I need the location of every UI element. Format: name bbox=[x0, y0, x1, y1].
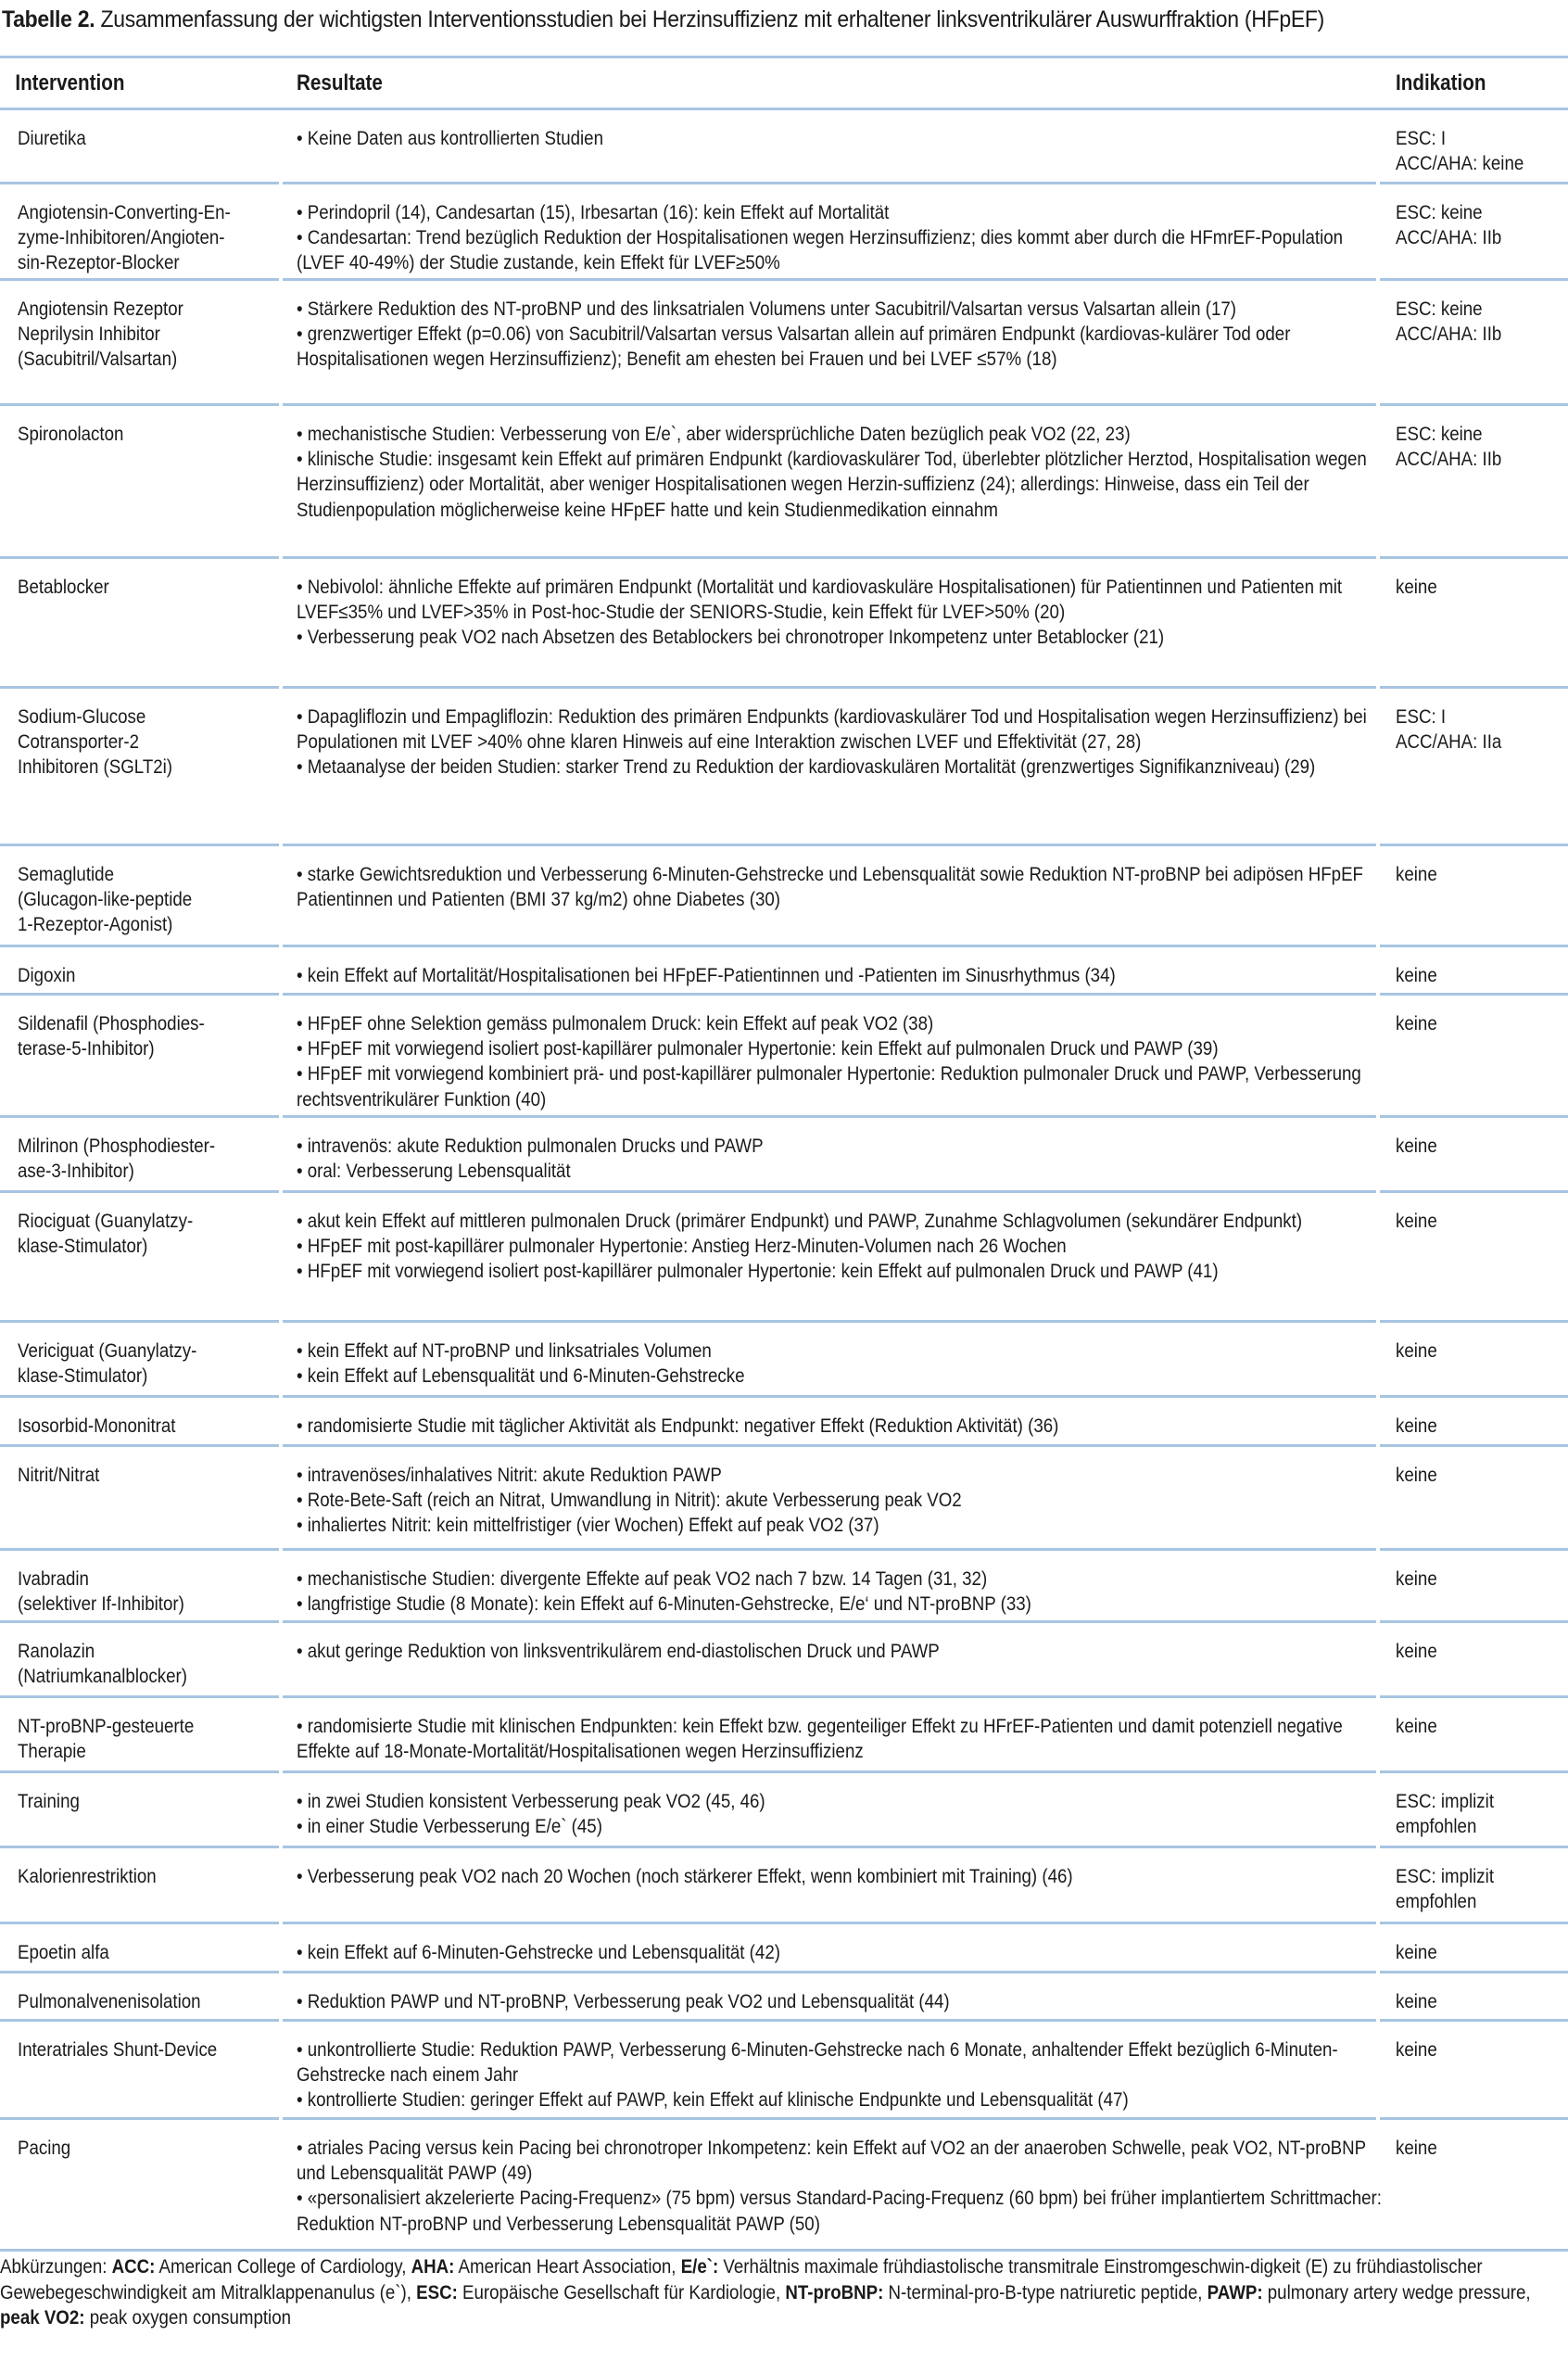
indication-cell bbox=[1396, 689, 1568, 846]
indication-cell bbox=[1396, 1973, 1568, 2022]
intervention-line: Ivabradin bbox=[18, 1567, 89, 1590]
indication-line: ESC: I bbox=[1396, 127, 1447, 149]
indication-line: keine bbox=[1396, 1339, 1437, 1362]
indication-cell bbox=[1396, 110, 1568, 184]
table-row bbox=[0, 559, 1568, 689]
results-cell bbox=[297, 947, 1396, 996]
result-bullet: • HFpEF mit post-kapillärer pulmonaler Hypertonie: Anstieg Herz-Minuten-Volumen nach 26 Wochen bbox=[297, 1234, 1386, 1259]
indication-line: keine bbox=[1396, 1135, 1437, 1157]
intervention-line: terase-5-Inhibitor) bbox=[18, 1037, 155, 1060]
abbreviation-definition: N-terminal-pro-B-type natriuretic peptide, bbox=[883, 2280, 1208, 2303]
header-indikation: Indikation bbox=[1396, 70, 1486, 95]
intervention-cell bbox=[0, 1848, 297, 1924]
intervention-line: NT-proBNP-gesteuerte bbox=[18, 1715, 195, 1737]
intervention-line: Semaglutide bbox=[18, 863, 114, 885]
indication-cell bbox=[1396, 1447, 1568, 1551]
intervention-line: Riociguat (Guanylatzy- bbox=[18, 1210, 194, 1232]
indication-line: keine bbox=[1396, 1715, 1437, 1737]
indication-cell bbox=[1396, 1623, 1568, 1698]
indication-line: keine bbox=[1396, 1210, 1437, 1232]
indication-line: keine bbox=[1396, 2038, 1437, 2061]
intervention-line: Vericiguat (Guanylatzy- bbox=[18, 1339, 197, 1362]
indication-cell bbox=[1396, 1698, 1568, 1773]
intervention-line: Sildenafil (Phosphodies- bbox=[18, 1012, 205, 1034]
results-cell bbox=[297, 689, 1396, 846]
intervention-line: Ranolazin bbox=[18, 1640, 95, 1662]
result-bullet: • Verbesserung peak VO2 nach Absetzen des Betablockers bei chronotroper Inkompetenz unter Betablocker (21) bbox=[297, 625, 1386, 650]
table-row bbox=[0, 1773, 1568, 1848]
indication-line: ESC: implizit bbox=[1396, 1790, 1495, 1812]
abbreviation-definition: Verhältnis maximale frühdiastolische transmitrale Einstromgeschwin-digkeit (E) zu frühdiastolischer Gewebegeschwindigkeit am Mitralklappenanulus (e`), bbox=[0, 2255, 1483, 2303]
table-row bbox=[0, 184, 1568, 281]
intervention-line: Milrinon (Phosphodiester- bbox=[18, 1135, 216, 1157]
abbreviation-term: E/e`: bbox=[680, 2255, 719, 2278]
result-bullet: • Reduktion PAWP und NT-proBNP, Verbesserung peak VO2 und Lebensqualität (44) bbox=[297, 1989, 1386, 2014]
intervention-cell bbox=[0, 110, 297, 184]
intervention-line: Interatriales Shunt-Device bbox=[18, 2038, 218, 2061]
indication-cell bbox=[1396, 846, 1568, 947]
result-bullet: • inhaliertes Nitrit: kein mittelfristiger (vier Wochen) Effekt auf peak VO2 (37) bbox=[297, 1513, 1386, 1538]
results-cell bbox=[297, 559, 1396, 689]
indication-line: empfohlen bbox=[1396, 1890, 1477, 1913]
indication-line: ESC: I bbox=[1396, 705, 1447, 728]
indication-line: ACC/AHA: keine bbox=[1396, 152, 1524, 175]
intervention-line: Digoxin bbox=[18, 964, 76, 986]
result-bullet: • akut geringe Reduktion von linksventrikulärem end-diastolischen Druck und PAWP bbox=[297, 1639, 1386, 1664]
intervention-line: zyme-Inhibitoren/Angioten- bbox=[18, 226, 225, 249]
results-cell bbox=[297, 1698, 1396, 1773]
intervention-line: Nitrit/Nitrat bbox=[18, 1464, 100, 1486]
intervention-line: (Sacubitril/Valsartan) bbox=[18, 348, 178, 371]
intervention-cell bbox=[0, 1447, 297, 1551]
result-bullet: • atriales Pacing versus kein Pacing bei chronotroper Inkompetenz: kein Effekt auf VO2 an der anaeroben Schwelle, peak VO2, NT-proBNP und Lebensqualität PAWP (49) bbox=[297, 2136, 1386, 2186]
result-bullet: • oral: Verbesserung Lebensqualität bbox=[297, 1159, 1386, 1184]
abbreviation-definition: American Heart Association, bbox=[454, 2255, 681, 2278]
intervention-cell bbox=[0, 1323, 297, 1398]
intervention-line: Angiotensin Rezeptor bbox=[18, 298, 183, 320]
table-row bbox=[0, 1193, 1568, 1323]
result-bullet: • kontrollierte Studien: geringer Effekt auf PAWP, kein Effekt auf klinische Endpunkte und Lebensqualität (47) bbox=[297, 2087, 1386, 2113]
indication-line: keine bbox=[1396, 2137, 1437, 2159]
intervention-line: Cotransporter-2 bbox=[18, 730, 140, 754]
indication-line: keine bbox=[1396, 1941, 1437, 1963]
results-cell bbox=[297, 1973, 1396, 2022]
result-bullet: • langfristige Studie (8 Monate): kein Effekt auf 6-Minuten-Gehstrecke, E/e‘ und NT-proBNP (33) bbox=[297, 1592, 1386, 1617]
result-bullet: • Dapagliflozin und Empagliflozin: Reduktion des primären Endpunkts (kardiovaskulärer Tod und Hospitalisation wegen Herzinsuffizienz) bei Populationen mit LVEF >40% ohne klaren Hinweis auf eine Interaktion zwischen LVEF und Effektivität (27, 28) bbox=[297, 704, 1386, 755]
result-bullet: • akut kein Effekt auf mittleren pulmonalen Druck (primärer Endpunkt) und PAWP, Zunahme Schlagvolumen (sekundärer Endpunkt) bbox=[297, 1209, 1386, 1234]
intervention-cell bbox=[0, 1551, 297, 1623]
intervention-cell bbox=[0, 2120, 297, 2252]
table-row bbox=[0, 1118, 1568, 1193]
indication-line: keine bbox=[1396, 1464, 1437, 1486]
abbreviation-definition: pulmonary artery wedge pressure, bbox=[1262, 2280, 1531, 2303]
intervention-line: (selektiver If-Inhibitor) bbox=[18, 1593, 184, 1616]
header-resultate: Resultate bbox=[297, 70, 383, 95]
result-bullet: • mechanistische Studien: Verbesserung von E/e`, aber widersprüchliche Daten bezüglich peak VO2 (22, 23) bbox=[297, 422, 1386, 447]
indication-line: keine bbox=[1396, 1012, 1437, 1034]
intervention-line: klase-Stimulator) bbox=[18, 1364, 148, 1388]
result-bullet: • HFpEF ohne Selektion gemäss pulmonalem Druck: kein Effekt auf peak VO2 (38) bbox=[297, 1011, 1386, 1036]
indication-line: keine bbox=[1396, 1415, 1437, 1437]
footnote-prefix: Abkürzungen: bbox=[0, 2255, 112, 2278]
result-bullet: • Keine Daten aus kontrollierten Studien bbox=[297, 126, 1386, 151]
result-bullet: • HFpEF mit vorwiegend isoliert post-kapillärer pulmonaler Hypertonie: kein Effekt auf pulmonalen Druck und PAWP (41) bbox=[297, 1259, 1386, 1284]
intervention-line: Kalorienrestriktion bbox=[18, 1865, 157, 1887]
results-cell bbox=[297, 406, 1396, 559]
result-bullet: • Verbesserung peak VO2 nach 20 Wochen (noch stärkerer Effekt, wenn kombiniert mit Training) (46) bbox=[297, 1864, 1386, 1889]
indication-line: ESC: keine bbox=[1396, 298, 1483, 320]
intervention-line: Training bbox=[18, 1790, 80, 1812]
indication-line: keine bbox=[1396, 1640, 1437, 1662]
intervention-cell bbox=[0, 281, 297, 406]
intervention-line: sin-Rezeptor-Blocker bbox=[18, 251, 180, 274]
indication-line: keine bbox=[1396, 964, 1437, 986]
intervention-cell bbox=[0, 846, 297, 947]
result-bullet: • kein Effekt auf NT-proBNP und linksatriales Volumen bbox=[297, 1339, 1386, 1364]
intervention-cell bbox=[0, 1623, 297, 1698]
indication-line: ESC: keine bbox=[1396, 423, 1483, 445]
abbreviation-term: NT-proBNP: bbox=[785, 2280, 884, 2303]
table-row bbox=[0, 2120, 1568, 2252]
table-row bbox=[0, 1323, 1568, 1398]
results-cell bbox=[297, 2120, 1396, 2252]
table-row bbox=[0, 1924, 1568, 1973]
result-bullet: • randomisierte Studie mit klinischen Endpunkten: kein Effekt bzw. gegenteiliger Effekt zu HFrEF-Patienten und damit potenziell negative Effekte auf 18-Monate-Mortalität/Hospitalisationen wegen Herzinsuffizienz bbox=[297, 1714, 1386, 1764]
results-cell bbox=[297, 2022, 1396, 2120]
table-row bbox=[0, 1973, 1568, 2022]
result-bullet: • HFpEF mit vorwiegend kombiniert prä- und post-kapillärer pulmonaler Hypertonie: Reduktion pulmonaler Druck und PAWP, Verbesserung rechtsventrikulärer Funktion (40) bbox=[297, 1061, 1386, 1111]
indication-line: ESC: keine bbox=[1396, 201, 1483, 223]
result-bullet: • kein Effekt auf Mortalität/Hospitalisationen bei HFpEF-Patientinnen und -Patienten im Sinusrhythmus (34) bbox=[297, 963, 1386, 988]
result-bullet: • Perindopril (14), Candesartan (15), Irbesartan (16): kein Effekt auf Mortalität bbox=[297, 200, 1386, 225]
intervention-cell bbox=[0, 996, 297, 1118]
indication-line: ACC/AHA: IIb bbox=[1396, 226, 1502, 249]
indication-cell bbox=[1396, 1773, 1568, 1848]
abbreviation-term: PAWP: bbox=[1207, 2280, 1263, 2303]
intervention-line: Inhibitoren (SGLT2i) bbox=[18, 755, 173, 779]
indication-cell bbox=[1396, 1551, 1568, 1623]
abbreviation-definition: Europäische Gesellschaft für Kardiologie, bbox=[457, 2280, 786, 2303]
intervention-line: Pacing bbox=[18, 2137, 71, 2159]
result-bullet: • Rote-Bete-Saft (reich an Nitrat, Umwandlung in Nitrit): akute Verbesserung peak VO2 bbox=[297, 1488, 1386, 1513]
intervention-line: Pulmonalvenenisolation bbox=[18, 1990, 201, 2012]
intervention-cell bbox=[0, 406, 297, 559]
result-bullet: • mechanistische Studien: divergente Effekte auf peak VO2 nach 7 bzw. 14 Tagen (31, 32) bbox=[297, 1567, 1386, 1592]
intervention-cell bbox=[0, 1973, 297, 2022]
indication-line: ACC/AHA: IIa bbox=[1396, 730, 1502, 754]
results-cell bbox=[297, 110, 1396, 184]
results-cell bbox=[297, 846, 1396, 947]
abbreviations-footnote bbox=[0, 2254, 1568, 2331]
result-bullet: • in einer Studie Verbesserung E/e` (45) bbox=[297, 1814, 1386, 1839]
caption-label: Tabelle 2. bbox=[2, 6, 95, 32]
result-bullet: • grenzwertiger Effekt (p=0.06) von Sacubitril/Valsartan versus Valsartan allein auf primären Endpunkt (kardiovas-kulärer Tod oder Hospitalisationen wegen Herzinsuffizienz); Benefit am ehesten bei Frauen und bei LVEF ≤57% (18) bbox=[297, 322, 1386, 372]
intervention-cell bbox=[0, 947, 297, 996]
caption-text: Zusammenfassung der wichtigsten Interventionsstudien bei Herzinsuffizienz mit erhaltener linksventrikulärer Auswurffraktion (HFpEF) bbox=[95, 6, 1325, 32]
indication-cell bbox=[1396, 281, 1568, 406]
results-cell bbox=[297, 1924, 1396, 1973]
table-row bbox=[0, 1623, 1568, 1698]
table-row bbox=[0, 947, 1568, 996]
indication-cell bbox=[1396, 1848, 1568, 1924]
indication-line: keine bbox=[1396, 1567, 1437, 1590]
table-caption bbox=[2, 6, 1324, 33]
result-bullet: • HFpEF mit vorwiegend isoliert post-kapillärer pulmonaler Hypertonie: kein Effekt auf pulmonalen Druck und PAWP (39) bbox=[297, 1036, 1386, 1061]
table-row bbox=[0, 846, 1568, 947]
intervention-line: Neprilysin Inhibitor bbox=[18, 323, 160, 346]
result-bullet: • in zwei Studien konsistent Verbesserung peak VO2 (45, 46) bbox=[297, 1789, 1386, 1814]
intervention-cell bbox=[0, 1398, 297, 1447]
result-bullet: • Candesartan: Trend bezüglich Reduktion der Hospitalisationen wegen Herzinsuffizienz; dies kommt aber durch die HFmrEF-Population (LVEF 40-49%) der Studie zustande, kein Effekt für LVEF≥50% bbox=[297, 225, 1386, 275]
results-cell bbox=[297, 281, 1396, 406]
intervention-line: (Natriumkanalblocker) bbox=[18, 1665, 187, 1688]
indication-cell bbox=[1396, 1924, 1568, 1973]
indication-cell bbox=[1396, 559, 1568, 689]
table-row bbox=[0, 1848, 1568, 1924]
indication-cell bbox=[1396, 2022, 1568, 2120]
table-row bbox=[0, 1398, 1568, 1447]
intervention-cell bbox=[0, 1118, 297, 1193]
result-bullet: • «personalisiert akzelerierte Pacing-Frequenz» (75 bpm) versus Standard-Pacing-Frequenz (60 bpm) bei früher implantiertem Schrittmacher: Reduktion NT-proBNP und Verbesserung Lebensqualität PAWP (50) bbox=[297, 2186, 1386, 2236]
indication-line: ESC: implizit bbox=[1396, 1865, 1495, 1887]
intervention-cell bbox=[0, 1698, 297, 1773]
result-bullet: • Metaanalyse der beiden Studien: starker Trend zu Reduktion der kardiovaskulären Mortalität (grenzwertiges Signifikanzniveau) (29) bbox=[297, 755, 1386, 780]
interventions-table bbox=[0, 56, 1568, 2252]
intervention-line: Therapie bbox=[18, 1740, 86, 1763]
abbreviation-term: AHA: bbox=[411, 2255, 455, 2278]
table-row bbox=[0, 2022, 1568, 2120]
indication-cell bbox=[1396, 996, 1568, 1118]
results-cell bbox=[297, 1551, 1396, 1623]
intervention-line: ase-3-Inhibitor) bbox=[18, 1160, 134, 1183]
abbreviation-definition: American College of Cardiology, bbox=[155, 2255, 411, 2278]
intervention-cell bbox=[0, 1193, 297, 1323]
table-row bbox=[0, 689, 1568, 846]
intervention-cell bbox=[0, 1924, 297, 1973]
results-cell bbox=[297, 996, 1396, 1118]
indication-cell bbox=[1396, 1118, 1568, 1193]
intervention-line: Betablocker bbox=[18, 576, 109, 598]
abbreviation-term: ESC: bbox=[416, 2280, 458, 2303]
indication-line: keine bbox=[1396, 863, 1437, 885]
results-cell bbox=[297, 1447, 1396, 1551]
result-bullet: • Stärkere Reduktion des NT-proBNP und des linksatrialen Volumens unter Sacubitril/Valsartan versus Valsartan allein (17) bbox=[297, 297, 1386, 322]
result-bullet: • klinische Studie: insgesamt kein Effekt auf primären Endpunkt (kardiovaskulärer Tod, überlebter plötzlicher Herztod, Hospitalisation wegen Herzinsuffizienz) oder Mortalität, aber weniger Hospitalisationen wegen Herzin-suffizienz (24); allerdings: Hinweise, dass ein Teil der Studienpopulation möglicherweise keine HFpEF hatte und kein Studienmedikation einnahm bbox=[297, 447, 1386, 523]
intervention-line: (Glucagon-like-peptide bbox=[18, 888, 193, 911]
results-cell bbox=[297, 1623, 1396, 1698]
table-row bbox=[0, 1551, 1568, 1623]
intervention-line: Spironolacton bbox=[18, 423, 124, 445]
results-cell bbox=[297, 1118, 1396, 1193]
intervention-line: Sodium-Glucose bbox=[18, 705, 146, 728]
intervention-line: Diuretika bbox=[18, 127, 86, 149]
indication-line: keine bbox=[1396, 576, 1437, 598]
result-bullet: • randomisierte Studie mit täglicher Aktivität als Endpunkt: negativer Effekt (Reduktion Aktivität) (36) bbox=[297, 1414, 1386, 1439]
intervention-cell bbox=[0, 184, 297, 281]
indication-cell bbox=[1396, 1398, 1568, 1447]
intervention-cell bbox=[0, 689, 297, 846]
result-bullet: • intravenöses/inhalatives Nitrit: akute Reduktion PAWP bbox=[297, 1463, 1386, 1488]
results-cell bbox=[297, 1193, 1396, 1323]
results-cell bbox=[297, 1848, 1396, 1924]
abbreviation-term: peak VO2: bbox=[0, 2306, 85, 2329]
result-bullet: • Nebivolol: ähnliche Effekte auf primären Endpunkt (Mortalität und kardiovaskuläre Hospitalisationen) für Patientinnen und Patienten mit LVEF≤35% und LVEF>35% in Post-hoc-Studie der SENIORS-Studie, kein Effekt für LVEF>50% (20) bbox=[297, 575, 1386, 625]
results-cell bbox=[297, 184, 1396, 281]
intervention-cell bbox=[0, 559, 297, 689]
abbreviation-term: ACC: bbox=[111, 2255, 156, 2278]
results-cell bbox=[297, 1398, 1396, 1447]
result-bullet: • intravenös: akute Reduktion pulmonalen Drucks und PAWP bbox=[297, 1134, 1386, 1159]
indication-cell bbox=[1396, 947, 1568, 996]
table-row bbox=[0, 996, 1568, 1118]
results-cell bbox=[297, 1323, 1396, 1398]
table-row bbox=[0, 281, 1568, 406]
header-intervention: Intervention bbox=[15, 70, 125, 95]
intervention-line: klase-Stimulator) bbox=[18, 1235, 148, 1258]
intervention-line: Angiotensin-Converting-En- bbox=[18, 201, 231, 223]
table-row bbox=[0, 1447, 1568, 1551]
indication-line: keine bbox=[1396, 1990, 1437, 2012]
table-row bbox=[0, 406, 1568, 559]
table-row bbox=[0, 1698, 1568, 1773]
result-bullet: • starke Gewichtsreduktion und Verbesserung 6-Minuten-Gehstrecke und Lebensqualität sowie Reduktion NT-proBNP bei adipösen HFpEF Patientinnen und Patienten (BMI 37 kg/m2) ohne Diabetes (30) bbox=[297, 862, 1386, 912]
table-body bbox=[0, 110, 1568, 2252]
result-bullet: • kein Effekt auf 6-Minuten-Gehstrecke und Lebensqualität (42) bbox=[297, 1940, 1386, 1965]
intervention-cell bbox=[0, 1773, 297, 1848]
result-bullet: • kein Effekt auf Lebensqualität und 6-Minuten-Gehstrecke bbox=[297, 1364, 1386, 1389]
indication-cell bbox=[1396, 1323, 1568, 1398]
indication-cell bbox=[1396, 184, 1568, 281]
indication-line: ACC/AHA: IIb bbox=[1396, 323, 1502, 346]
result-bullet: • unkontrollierte Studie: Reduktion PAWP, Verbesserung 6-Minuten-Gehstrecke nach 6 Monate, anhaltender Effekt bezüglich 6-Minuten-Gehstrecke nach einem Jahr bbox=[297, 2037, 1386, 2087]
results-cell bbox=[297, 1773, 1396, 1848]
indication-cell bbox=[1396, 1193, 1568, 1323]
intervention-line: Epoetin alfa bbox=[18, 1941, 109, 1963]
abbreviation-definition: peak oxygen consumption bbox=[84, 2306, 292, 2329]
intervention-cell bbox=[0, 2022, 297, 2120]
table-row bbox=[0, 110, 1568, 184]
intervention-line: 1-Rezeptor-Agonist) bbox=[18, 913, 173, 936]
intervention-line: Isosorbid-Mononitrat bbox=[18, 1415, 176, 1437]
footnote-items bbox=[0, 2255, 1531, 2329]
indication-cell bbox=[1396, 406, 1568, 559]
indication-cell bbox=[1396, 2120, 1568, 2252]
indication-line: ACC/AHA: IIb bbox=[1396, 448, 1502, 471]
indication-line: empfohlen bbox=[1396, 1815, 1477, 1838]
table-header-row bbox=[0, 56, 1568, 110]
